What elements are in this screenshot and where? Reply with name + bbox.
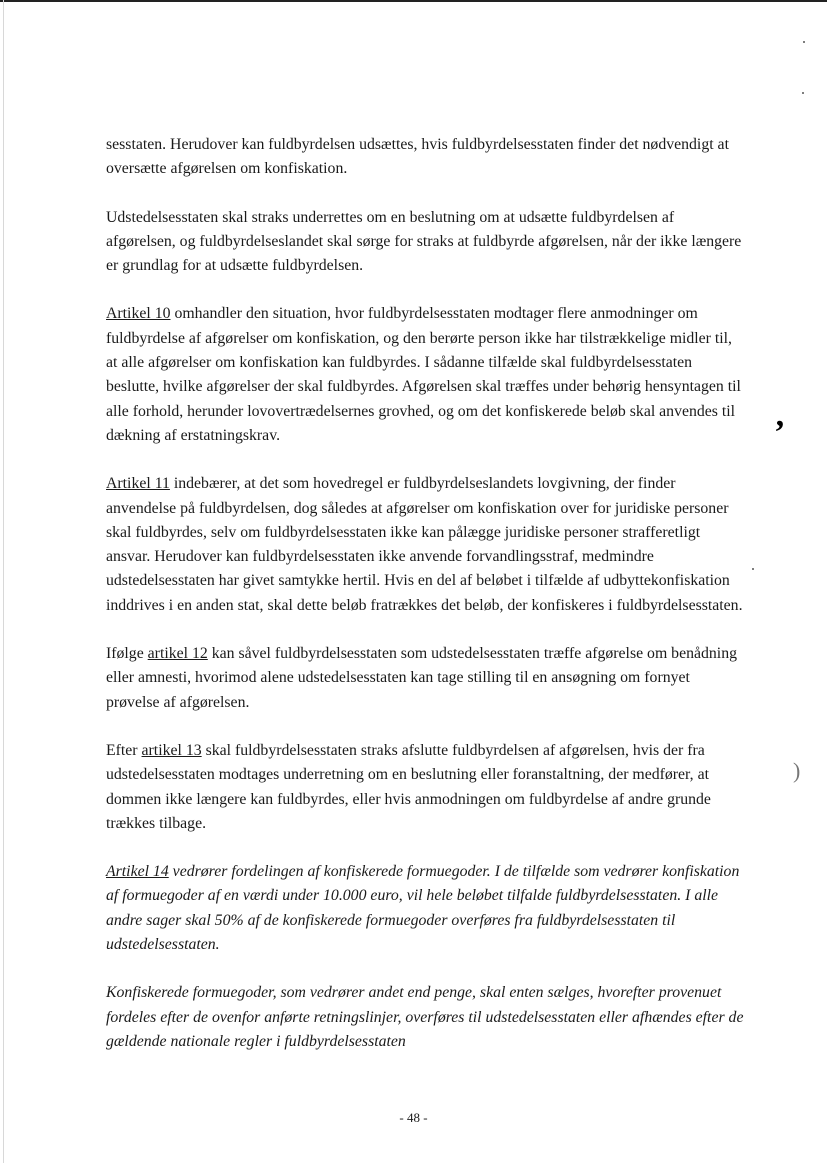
paragraph-text: skal fuldbyrdelsesstaten straks afslutte fuldbyrdelsen af afgørelsen, hvis der fra udstedelsesstaten modtages underretning om en beslutning eller foranstaltning, der medfører, at dommen ikke længere kan fuldbyrdes, eller hvis anmodningen om fuldbyrdelse af andre grunde trækkes tilbage. xyxy=(106,741,711,832)
scan-dot-icon xyxy=(752,568,754,570)
scan-dot-icon xyxy=(802,92,804,94)
article-reference: Artikel 10 xyxy=(106,305,171,323)
paragraph-text: kan såvel fuldbyrdelsesstaten som udstedelsesstaten træffe afgørelse om benådning eller amnesti, hvorimod alene udstedelsesstaten kan tage stilling til en ansøgning om fornyet prøvelse af afgørelsen. xyxy=(106,645,737,711)
page-number: - 48 - xyxy=(399,1110,428,1125)
paragraph-text: Udstedelsesstaten skal straks underrettes om en beslutning om at udsætte fuldbyrdelsen af afgørelsen, og fuldbyrdelseslandet skal sørge for straks at fuldbyrde afgørelsen, når der ikke længere er grundlag for at udsætte fuldbyrdelsen. xyxy=(106,208,742,275)
article-reference: artikel 12 xyxy=(147,645,208,663)
paragraph-text: omhandler den situation, hvor fuldbyrdelsesstaten modtager flere anmodninger om fuldbyrdelse af afgørelser om konfiskation, og den berørte person ikke har tilstrækkelige midler til, at alle afgørelser om konfiskation kan fuldbyrdes. I sådanne tilfælde skal fuldbyrdelsesstaten beslutte, hvilke afgørelser der skal fuldbyrdes. Afgørelsen skal træffes under behørig hensyntagen til alle forhold, herunder lovovertrædelsernes grovhed, og om det konfiskerede beløb skal anvendes til dækning af erstatningskrav. xyxy=(106,305,741,444)
paragraph xyxy=(106,981,744,1054)
paragraph xyxy=(106,642,744,715)
paragraph xyxy=(106,860,744,957)
paragraph xyxy=(106,302,744,448)
paragraph-text: vedrører fordelingen af konfiskerede formuegoder. I de tilfælde som vedrører konfiskation af formuegoder af en værdi under 10.000 euro, vil hele beløbet tilfalde fuldbyrdelsesstaten. I alle andre sager skal 50% af de konfiskerede formuegoder overføres fra fuldbyrdelsesstaten til udstedelsesstaten. xyxy=(106,863,740,954)
paragraph-text: Konfiskerede formuegoder, som vedrører andet end penge, skal enten sælges, hvorefter provenuet fordeles efter de ovenfor anførte retningslinjer, overføres til udstedelsesstaten eller afhændes efter de gældende nationale regler i fuldbyrdelsesstaten xyxy=(106,984,744,1050)
article-reference: Artikel 14 xyxy=(106,863,169,881)
paragraph xyxy=(106,133,744,182)
paragraph-text: Ifølge xyxy=(106,645,148,663)
article-reference: Artikel 11 xyxy=(106,475,170,493)
document-body xyxy=(106,133,744,1078)
paragraph xyxy=(106,472,744,618)
paragraph-text: indebærer, at det som hovedregel er fuldbyrdelseslandets lovgivning, der finder anvendelse på fuldbyrdelsen, dog således at afgørelser om konfiskation over for juridiske personer skal fuldbyrdes, selv om fuldbyrdelsesstaten ikke kan pålægge juridiske personer strafferetligt ansvar. Herudover kan fuldbyrdelsesstaten ikke anvende forvandlingsstraf, medmindre udstedelsesstaten har givet samtykke hertil. Hvis en del af beløbet i tilfælde af udbyttekonfiskation inddrives i en anden stat, skal dette beløb fratrækkes det beløb, der konfiskeres i fuldbyrdelsesstaten. xyxy=(106,475,743,614)
scan-parenthesis-mark-icon: ) xyxy=(793,758,801,783)
paragraph xyxy=(106,206,744,279)
article-reference: artikel 13 xyxy=(141,741,202,759)
paragraph xyxy=(106,739,744,836)
scan-dot-icon xyxy=(803,41,805,43)
paragraph-text: Efter xyxy=(106,741,142,759)
page-top-border xyxy=(0,0,827,4)
paragraph-text: sesstaten. Herudover kan fuldbyrdelsen udsættes, hvis fuldbyrdelsesstaten finder det nødvendigt at oversætte afgørelsen om konfiskation. xyxy=(106,136,729,178)
scan-mark-icon: ’ xyxy=(774,414,786,451)
scan-left-edge xyxy=(3,0,4,1163)
